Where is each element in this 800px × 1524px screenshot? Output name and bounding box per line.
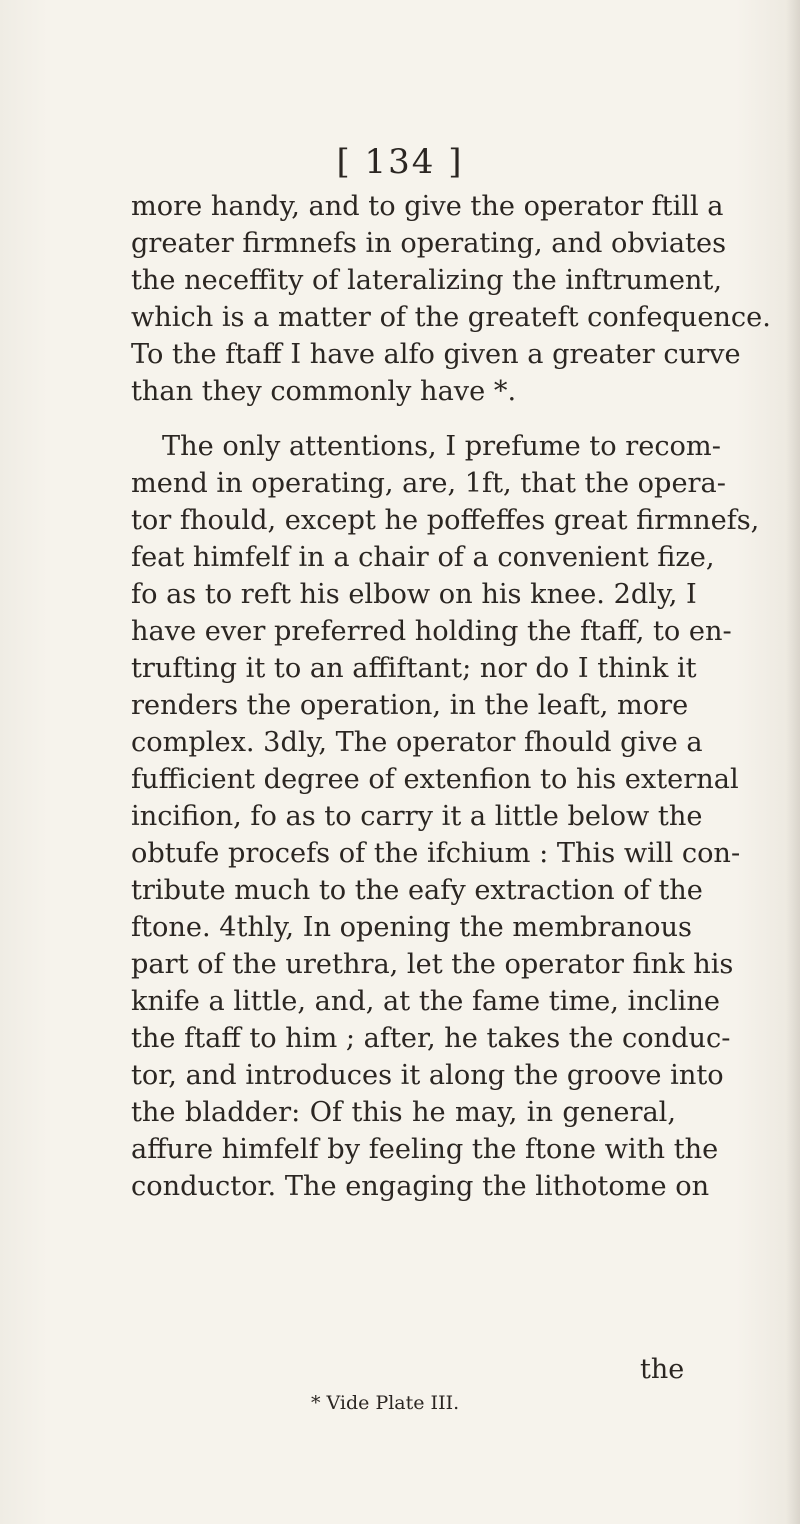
- text-line: obtufe procefs of the ifchium : This will con-: [131, 838, 741, 869]
- text-line: renders the operation, in the leaft, more: [131, 690, 689, 721]
- text-line: greater firmnefs in operating, and obviates: [131, 228, 727, 259]
- text-line: conductor. The engaging the lithotome on: [131, 1171, 710, 1202]
- text-line: complex. 3dly, The operator fhould give a: [131, 727, 703, 758]
- text-line: tribute much to the eafy extraction of the: [131, 875, 703, 906]
- paragraph-gap: [131, 410, 676, 428]
- text-line: feat himfelf in a chair of a convenient fize,: [131, 542, 715, 573]
- text-line: tor fhould, except he poffeffes great firmnefs,: [131, 505, 760, 536]
- page-number-header: [ 134 ]: [336, 142, 464, 182]
- paragraph-2: [131, 428, 760, 1205]
- text-line: fo as to reft his elbow on his knee. 2dly, I: [131, 579, 697, 610]
- text-line: tor, and introduces it along the groove into: [131, 1060, 724, 1091]
- text-line: knife a little, and, at the fame time, incline: [131, 986, 720, 1017]
- text-line: which is a matter of the greateft confequence.: [131, 302, 771, 333]
- catchword: the: [640, 1354, 685, 1385]
- text-line: part of the urethra, let the operator fink his: [131, 949, 734, 980]
- text-line: affure himfelf by feeling the ftone with the: [131, 1134, 719, 1165]
- footnote: * Vide Plate III.: [311, 1392, 460, 1414]
- text-line: incifion, fo as to carry it a little below the: [131, 801, 703, 832]
- text-line: ftone. 4thly, In opening the membranous: [131, 912, 692, 943]
- body-text: [131, 188, 771, 1205]
- text-line: the neceffity of lateralizing the inftrument,: [131, 265, 722, 296]
- text-line: trufting it to an affiftant; nor do I think it: [131, 653, 697, 684]
- text-line: the bladder: Of this he may, in general,: [131, 1097, 676, 1128]
- text-line: the ftaff to him ; after, he takes the conduc-: [131, 1023, 731, 1054]
- text-line: more handy, and to give the operator ftill a: [131, 191, 724, 222]
- page-edge-shadow: [786, 0, 800, 1524]
- text-line: fufficient degree of extenfion to his external: [131, 764, 739, 795]
- text-line: have ever preferred holding the ftaff, to en-: [131, 616, 732, 647]
- text-line: mend in operating, are, 1ft, that the opera-: [131, 468, 726, 499]
- text-line: than they commonly have *.: [131, 376, 517, 407]
- paragraph-1: [131, 188, 771, 410]
- text-line: To the ftaff I have alfo given a greater curve: [131, 339, 741, 370]
- text-line: The only attentions, I prefume to recom-: [162, 431, 721, 462]
